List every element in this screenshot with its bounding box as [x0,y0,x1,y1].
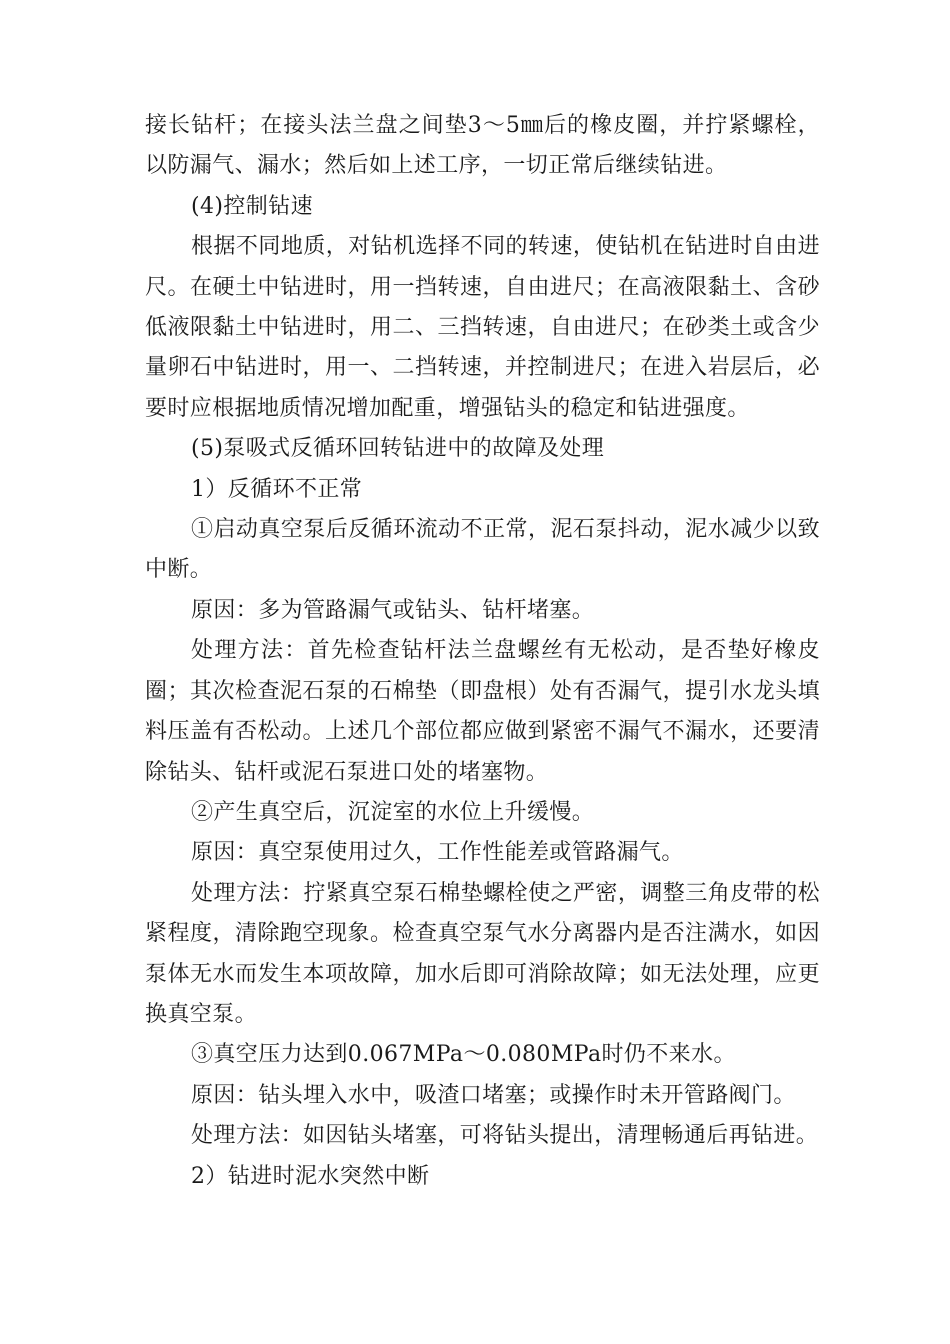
section-heading-faults: (5)泵吸式反循环回转钻进中的故障及处理 [191,436,605,462]
fault-item-3-cause: 原因：钻头埋入水中，吸渣口堵塞；或操作时未开管路阀门。 [191,1082,796,1108]
subheading-mud-interruption: 2）钻进时泥水突然中断 [191,1163,430,1189]
fault-item-2-remedy: 处理方法：拧紧真空泵石棉垫螺栓使之严密，调整三角皮带的松紧程度，清除跑空现象。检查真空泵气水分离器内是否注满水，如因泵体无水而发生本项故障，加水后即可消除故障；如无法处理，应更换真空泵。 [145,880,820,1027]
paragraph-speed-control: 根据不同地质，对钻机选择不同的转速，使钻机在钻进时自由进尺。在硬土中钻进时，用一挡转速，自由进尺；在高液限黏土、含砂低液限黏土中钻进时，用二、三挡转速，自由进尺；在砂类土或含少量卵石中钻进时，用一、二挡转速，并控制进尺；在进入岩层后，必要时应根据地质情况增加配重，增强钻头的稳定和钻进强度。 [145,234,820,421]
document-body [145,106,820,1197]
fault-item-1: ①启动真空泵后反循环流动不正常，泥石泵抖动，泥水减少以致中断。 [145,517,820,583]
fault-item-2-cause: 原因：真空泵使用过久，工作性能差或管路漏气。 [191,840,684,866]
fault-item-1-cause: 原因：多为管路漏气或钻头、钻杆堵塞。 [191,597,595,623]
fault-item-2: ②产生真空后，沉淀室的水位上升缓慢。 [191,799,595,825]
section-heading-control-speed: (4)控制钻速 [191,193,313,219]
paragraph-continuation: 接长钻杆；在接头法兰盘之间垫3～5㎜后的橡皮圈，并拧紧螺栓，以防漏气、漏水；然后如上述工序，一切正常后继续钻进。 [145,113,820,179]
subheading-abnormal-circulation: 1）反循环不正常 [191,476,363,502]
fault-item-3: ③真空压力达到0.067MPa～0.080MPa时仍不来水。 [191,1042,736,1068]
fault-item-1-remedy: 处理方法：首先检查钻杆法兰盘螺丝有无松动，是否垫好橡皮圈；其次检查泥石泵的石棉垫（即盘根）处有否漏气，提引水龙头填料压盖有否松动。上述几个部位都应做到紧密不漏气不漏水，还要清除钻头、钻杆或泥石泵进口处的堵塞物。 [145,638,820,785]
fault-item-3-remedy: 处理方法：如因钻头堵塞，可将钻头提出，清理畅通后再钻进。 [191,1123,819,1149]
